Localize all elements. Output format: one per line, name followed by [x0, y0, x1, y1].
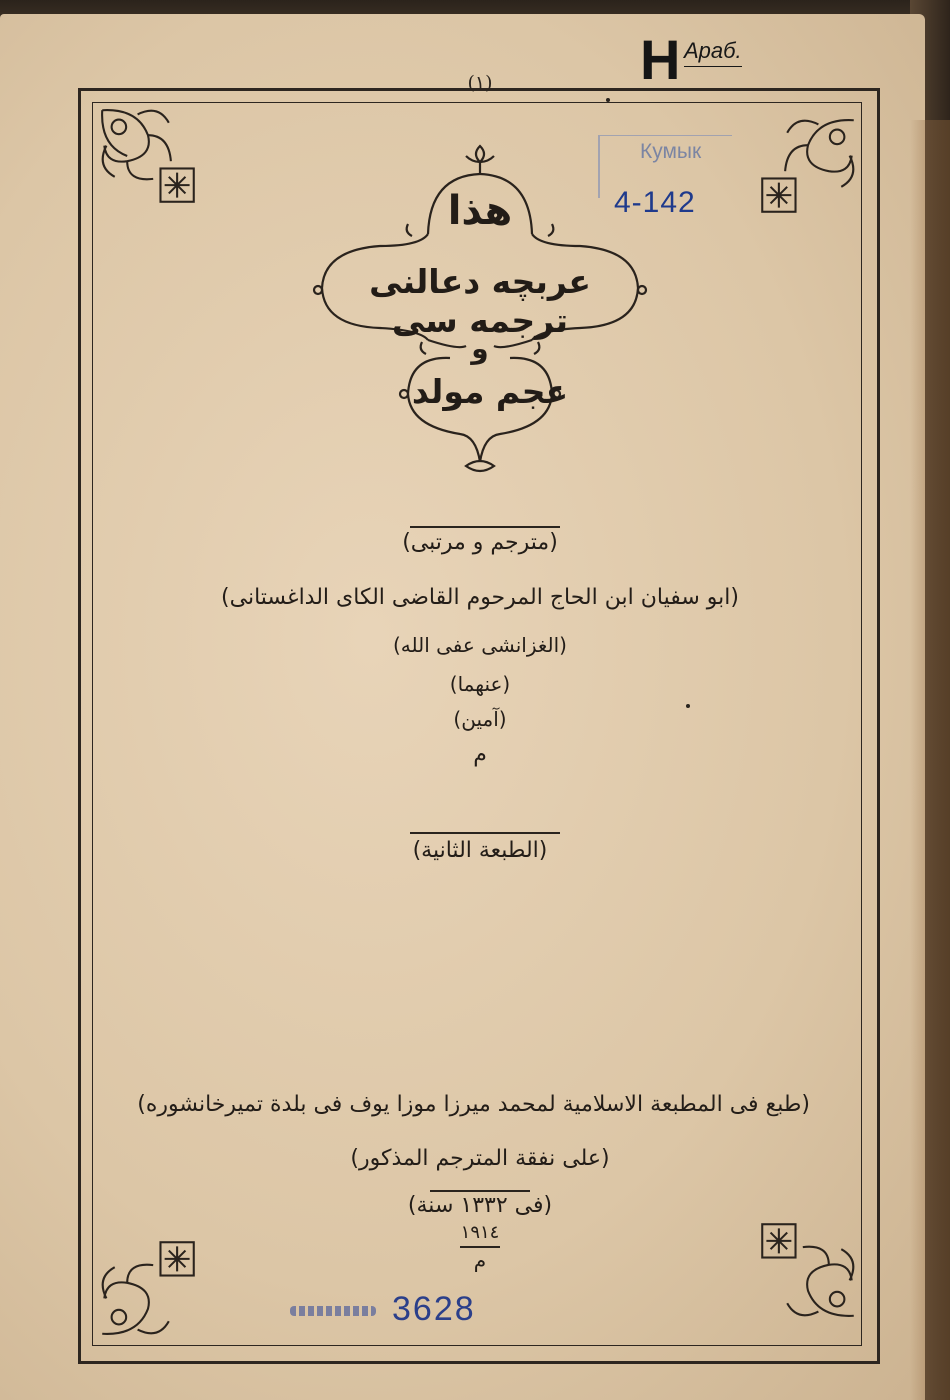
handwritten-letter-mark: H [640, 28, 681, 91]
title-line-1: عربچه دعالنى ترجمه سى [369, 262, 591, 340]
imprint-expense: (على نفقة المترجم المذكور) [350, 1146, 610, 1171]
corner-ornament-top-left [96, 104, 200, 208]
imprint-gregorian-year: ١٩١٤ [460, 1222, 500, 1243]
imprint-end-mark: م [473, 1248, 487, 1272]
category-mark: Араб. [684, 38, 742, 67]
imprint-hijri-year: (فى ١٣٣٢ سنة) [407, 1193, 553, 1218]
text-overline [430, 1190, 530, 1192]
title-line-this: هذا [447, 188, 513, 234]
title-conjunction: و [471, 332, 489, 365]
corner-ornament-bottom-left [96, 1236, 200, 1340]
inventory-stamp-prefix [290, 1306, 376, 1316]
blessing-line: (عنهما) [449, 672, 511, 696]
inventory-number: 3628 [392, 1290, 476, 1328]
imprint-printer: (طبع فى المطبعة الاسلامية لمحمد ميرزا موزا يوف فى بلدة تميرخانشوره) [137, 1092, 810, 1117]
ink-dot [686, 704, 690, 708]
page-edge-stain [910, 120, 950, 1400]
corner-ornament-top-right [756, 114, 860, 218]
page-number: (١) [467, 72, 493, 94]
edition-line: (الطبعة الثانية) [412, 838, 548, 863]
text-overline [410, 526, 560, 528]
author-name: (ابو سفيان ابن الحاج المرحوم القاضى الكاى الداغستانى) [221, 585, 739, 610]
language-stamp: Кумык [640, 140, 702, 163]
shelf-code: 4-142 [614, 186, 696, 219]
end-mark: م [473, 742, 487, 767]
author-nisba: (الغزانشى عفى الله) [392, 633, 567, 657]
corner-ornament-bottom-right [756, 1218, 860, 1322]
title-line-2: عجم مولد [411, 372, 569, 411]
ink-dot [606, 98, 610, 102]
text-overline [410, 832, 560, 834]
amen-line: (آمين) [453, 707, 507, 731]
translator-heading: (مترجم و مرتبى) [402, 530, 558, 555]
